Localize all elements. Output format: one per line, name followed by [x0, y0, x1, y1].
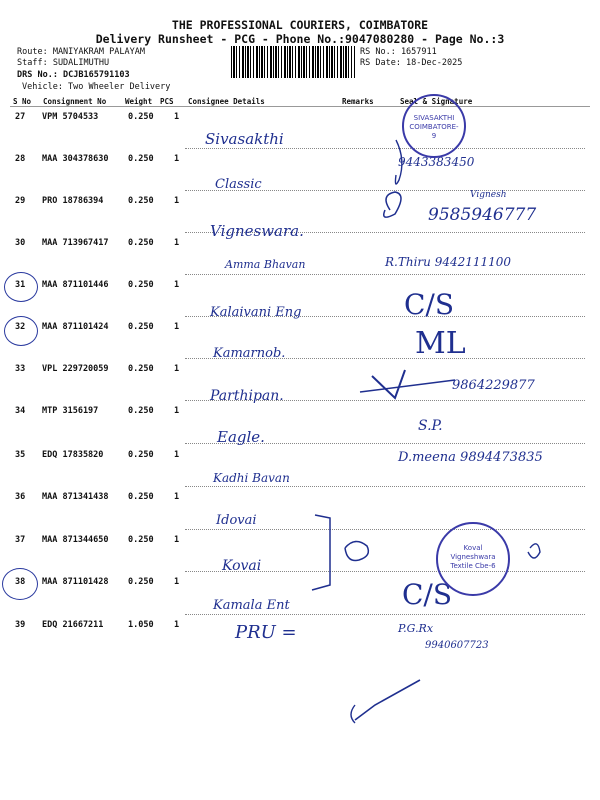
row-sno: 39 — [15, 620, 26, 630]
col-sno: S No — [13, 97, 32, 106]
row-consignment: MAA 304378630 — [42, 154, 109, 164]
stamp-text: Koval Vigneshwara Textile Cbe-6 — [450, 544, 496, 570]
row-pcs: 1 — [174, 196, 180, 206]
col-consignee: Consignee Details — [188, 97, 265, 106]
row-sno: 31 — [15, 280, 26, 290]
handwritten-consignee: Idovai — [216, 513, 257, 528]
row-pcs: 1 — [174, 112, 180, 122]
row-weight: 0.250 — [128, 112, 154, 122]
handwritten-signature: C/S — [404, 288, 455, 321]
row-sno: 27 — [15, 112, 26, 122]
row-consignment: EDQ 21667211 — [42, 620, 104, 630]
row-weight: 0.250 — [128, 492, 154, 502]
row-sno: 33 — [15, 364, 26, 374]
handwritten-consignee: Eagle. — [217, 428, 265, 446]
row-pcs: 1 — [174, 406, 180, 416]
row-weight: 0.250 — [128, 238, 154, 248]
row-sno: 29 — [15, 196, 26, 206]
row-pcs: 1 — [174, 322, 180, 332]
row-pcs: 1 — [174, 238, 180, 248]
row-sno: 38 — [15, 577, 26, 587]
handwritten-signature: ML — [415, 326, 466, 361]
row-weight: 0.250 — [128, 364, 154, 374]
handwritten-phone: 9940607723 — [425, 640, 489, 651]
runsheet-title: THE PROFESSIONAL COURIERS, COIMBATORE — [171, 18, 429, 32]
row-sno: 28 — [15, 154, 26, 164]
handwritten-signature: D.meena 9894473835 — [398, 450, 543, 465]
handwritten-phone: 9443383450 — [398, 155, 475, 169]
handwritten-consignee: Kovai — [222, 558, 262, 574]
col-seal: Seal & Signature — [400, 97, 473, 106]
row-consignment: MAA 871101446 — [42, 280, 109, 290]
handwritten-consignee: Classic — [215, 177, 262, 192]
handwritten-consignee: Kadhi Bavan — [213, 471, 290, 485]
row-sno: 35 — [15, 450, 26, 460]
row-consignment: MAA 871101424 — [42, 322, 109, 332]
row-pcs: 1 — [174, 154, 180, 164]
staff-label: Staff: SUDALIMUTHU — [17, 58, 110, 68]
row-sno: 32 — [15, 322, 26, 332]
runsheet-subtitle: Delivery Runsheet - PCG - Phone No.:9047080280 - Page No.:3 — [95, 32, 505, 46]
vehicle-label: Vehicle: Two Wheeler Delivery — [22, 82, 171, 92]
row-consignment: MAA 713967417 — [42, 238, 109, 248]
row-pcs: 1 — [174, 280, 180, 290]
circle-mark — [4, 316, 38, 346]
row-pcs: 1 — [174, 492, 180, 502]
handwritten-consignee: Kamala Ent — [213, 598, 290, 613]
row-consignment: EDQ 17835820 — [42, 450, 104, 460]
handwritten-name: Vignesh — [470, 190, 507, 200]
row-weight: 0.250 — [128, 322, 154, 332]
circle-mark — [2, 568, 38, 600]
row-sno: 36 — [15, 492, 26, 502]
row-weight: 0.250 — [128, 535, 154, 545]
handwritten-signature: P.G.Rx — [398, 622, 434, 635]
handwritten-signature: R.Thiru 9442111100 — [385, 255, 512, 269]
handwritten-consignee: Sivasakthi — [205, 130, 284, 148]
row-pcs: 1 — [174, 535, 180, 545]
row-weight: 1.050 — [128, 620, 154, 630]
row-weight: 0.250 — [128, 406, 154, 416]
col-pcs: PCS — [160, 97, 174, 106]
row-pcs: 1 — [174, 450, 180, 460]
row-weight: 0.250 — [128, 280, 154, 290]
rs-number: RS No.: 1657911 — [360, 47, 437, 57]
stamp-text: SIVASAKTHI COIMBATORE-9 — [409, 114, 459, 140]
circle-mark — [4, 272, 38, 302]
handwritten-consignee: PRU = — [235, 622, 297, 643]
handwritten-consignee: Vigneswara. — [210, 222, 304, 240]
row-pcs: 1 — [174, 620, 180, 630]
row-weight: 0.250 — [128, 577, 154, 587]
row-weight: 0.250 — [128, 154, 154, 164]
handwritten-consignee: Amma Bhavan — [225, 258, 306, 271]
col-weight: Weight — [125, 97, 153, 106]
handwritten-signature: S.P. — [418, 418, 443, 434]
drs-label: DRS No.: DCJB165791103 — [17, 70, 130, 80]
col-consignment: Consignment No — [43, 97, 107, 106]
route-label: Route: MANIYAKRAM PALAYAM — [17, 47, 145, 57]
row-consignment: MTP 3156197 — [42, 406, 99, 416]
handwritten-phone: 9864229877 — [452, 378, 535, 393]
row-consignment: MAA 871341438 — [42, 492, 109, 502]
row-weight: 0.250 — [128, 196, 154, 206]
row-consignment: VPL 229720059 — [42, 364, 109, 374]
handwritten-consignee: Kalaivani Eng — [210, 305, 302, 320]
handwritten-signature: C/S — [402, 578, 453, 611]
row-pcs: 1 — [174, 577, 180, 587]
rs-date: RS Date: 18-Dec-2025 — [360, 58, 463, 68]
row-consignment: PRO 18786394 — [42, 196, 104, 206]
sivasakthi-stamp — [402, 94, 466, 158]
row-consignment: MAA 871344650 — [42, 535, 109, 545]
handwritten-consignee: Parthipan. — [210, 388, 284, 404]
handwritten-consignee: Kamarnob. — [213, 346, 286, 361]
handwritten-phone: 9585946777 — [428, 205, 537, 225]
row-pcs: 1 — [174, 364, 180, 374]
row-sno: 37 — [15, 535, 26, 545]
row-weight: 0.250 — [128, 450, 154, 460]
col-remarks: Remarks — [342, 97, 374, 106]
row-sno: 30 — [15, 238, 26, 248]
row-sno: 34 — [15, 406, 26, 416]
row-consignment: MAA 871101428 — [42, 577, 109, 587]
row-consignment: VPM 5704533 — [42, 112, 99, 122]
koval-stamp — [436, 522, 510, 596]
